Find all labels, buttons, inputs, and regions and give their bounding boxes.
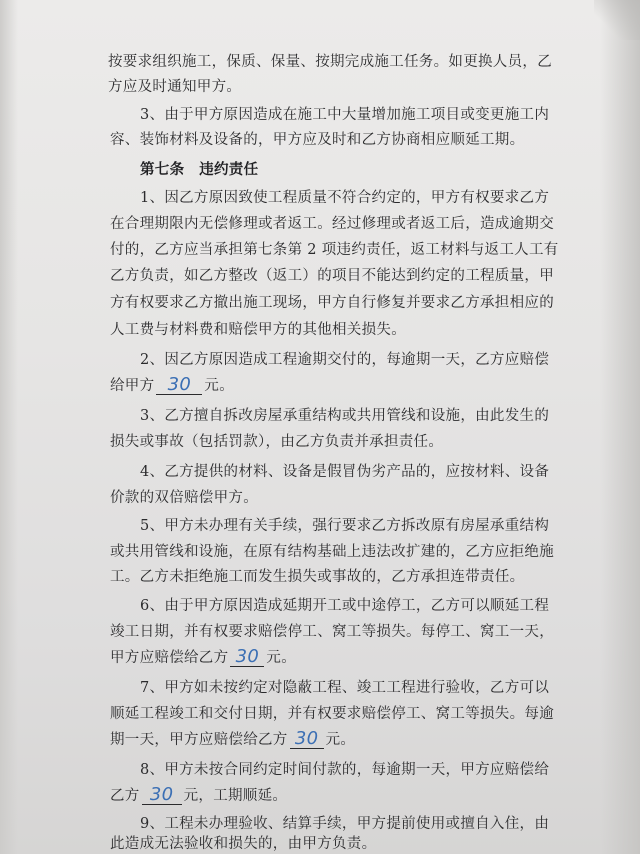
text-line: 按要求组织施工，保质、保量、按期完成施工任务。如更换人员，乙 [108, 54, 552, 70]
text-line: 8、甲方未按合同约定时间付款的，每逾期一天，甲方应赔偿给 [140, 762, 550, 778]
text-line: 价款的双倍赔偿甲方。 [110, 490, 258, 506]
text-segment: 元。 [325, 732, 356, 748]
text-line: 9、工程未办理验收、结算手续，甲方提前使用或擅自入住，由 [140, 816, 550, 832]
text-line: 方有权要求乙方撤出施工现场，甲方自行修复并要求乙方承担相应的 [110, 295, 554, 311]
text-line: 3、由于甲方原因造成在施工中大量增加施工项目或变更施工内 [140, 107, 550, 123]
handwritten-amount: 30 [156, 376, 202, 395]
page-shadow-left [0, 0, 18, 854]
text-line-with-fill [110, 786, 287, 806]
handwritten-amount: 30 [290, 730, 324, 749]
text-line-with-fill [110, 376, 234, 396]
text-segment: 元，工期顺延。 [183, 788, 288, 804]
text-line: 损失或事故（包括罚款），由乙方负责并承担责任。 [110, 434, 444, 450]
text-line: 工。乙方未拒绝施工而发生损失或事故的，乙方承担连带责任。 [110, 569, 525, 585]
text-line: 此造成无法验收和损失的，由甲方负责。 [110, 836, 377, 852]
text-segment: 甲方应赔偿给乙方 [110, 650, 229, 666]
page-shadow-right [600, 0, 640, 854]
text-segment: 元。 [204, 378, 235, 394]
text-line: 1、因乙方原因致使工程质量不符合约定的，甲方有权要求乙方 [140, 190, 550, 206]
text-line: 或共用管线和设施，在原有结构基础上违法改扩建的，乙方应拒绝施 [110, 544, 554, 560]
text-segment: 乙方 [110, 788, 140, 804]
text-line: 7、甲方如未按约定对隐蔽工程、竣工工程进行验收，乙方可以 [140, 680, 550, 696]
page-corner-shadow [594, 0, 640, 40]
text-line: 付的，乙方应当承担第七条第 2 项违约责任，返工材料与返工人工有 [110, 242, 559, 258]
text-line: 人工费与材料费和赔偿甲方的其他相关损失。 [110, 322, 406, 338]
text-line-with-fill [110, 648, 296, 668]
handwritten-amount: 30 [142, 786, 182, 805]
text-line: 容、装饰材料及设备的，甲方应及时和乙方协商相应顺延工期。 [110, 132, 525, 148]
text-line: 6、由于甲方原因造成延期开工或中途停工，乙方可以顺延工程 [140, 598, 550, 614]
text-line-with-fill [110, 730, 355, 750]
text-line: 乙方负责，如乙方整改（返工）的项目不能达到约定的工程质量，甲 [110, 268, 554, 284]
text-line: 2、因乙方原因造成工程逾期交付的，每逾期一天，乙方应赔偿 [140, 352, 550, 368]
text-segment: 期一天，甲方应赔偿给乙方 [110, 732, 288, 748]
text-segment: 元。 [266, 650, 297, 666]
text-line: 顺延工程竣工和交付日期，并有权要求赔偿停工、窝工等损失。每逾 [110, 706, 554, 722]
text-line: 方应及时通知甲方。 [108, 79, 242, 95]
section-heading: 第七条 违约责任 [140, 161, 259, 178]
text-line: 竣工日期，并有权要求赔偿停工、窝工等损失。每停工、窝工一天， [110, 624, 554, 640]
text-segment: 给甲方 [110, 378, 155, 394]
text-line: 4、乙方提供的材料、设备是假冒伪劣产品的，应按材料、设备 [140, 464, 550, 480]
text-line: 在合理期限内无偿修理或者返工。经过修理或者返工后，造成逾期交 [110, 216, 554, 232]
handwritten-amount: 30 [230, 648, 264, 667]
text-line: 5、甲方未办理有关手续，强行要求乙方拆改原有房屋承重结构 [140, 518, 550, 534]
text-line: 3、乙方擅自拆改房屋承重结构或共用管线和设施，由此发生的 [140, 408, 550, 424]
